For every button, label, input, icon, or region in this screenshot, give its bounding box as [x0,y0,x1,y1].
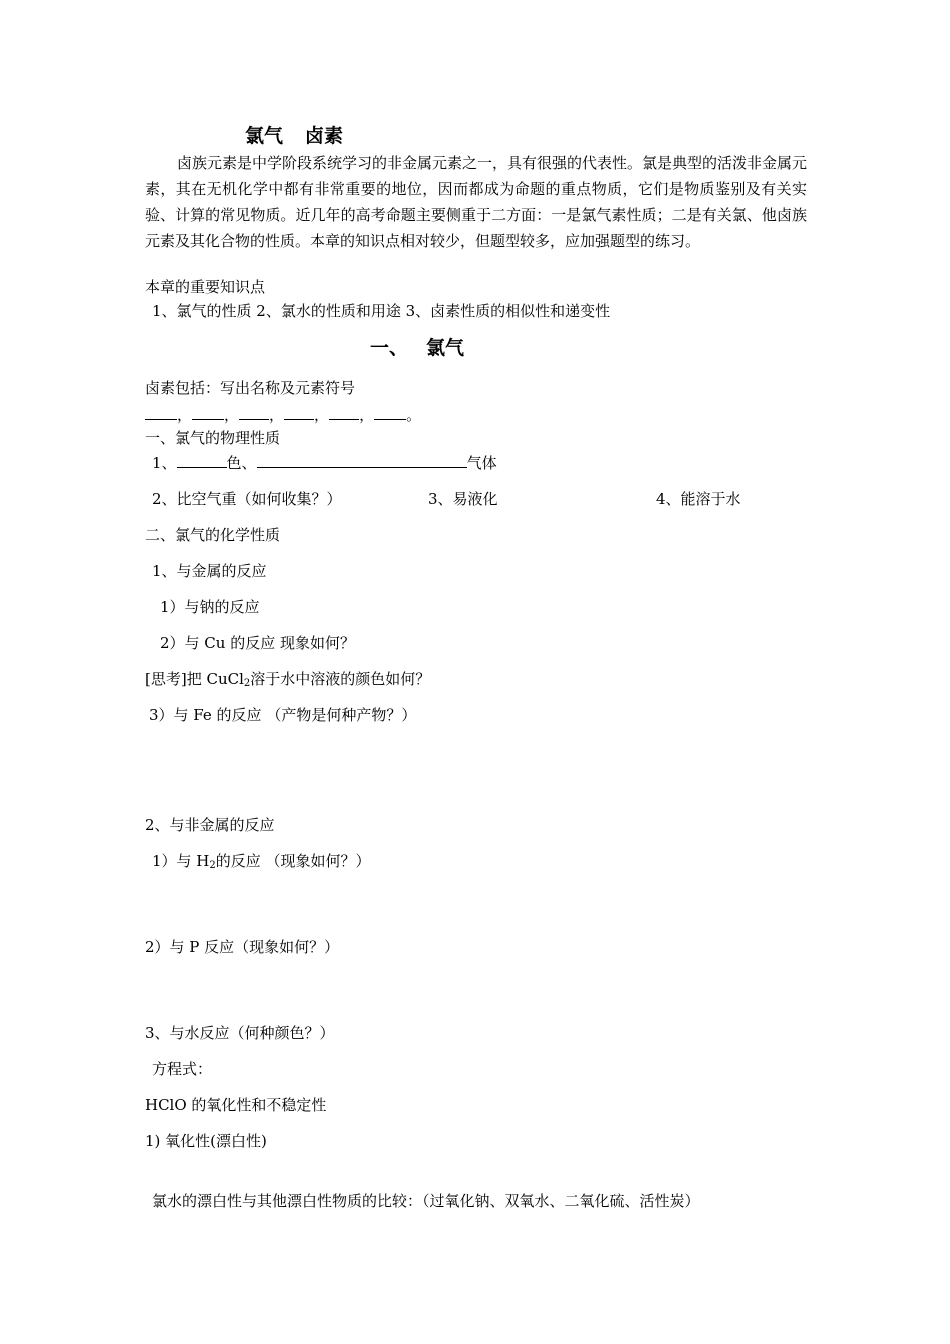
iron-reaction: 3）与 Fe 的反应 （产物是何种产物？） [149,706,417,724]
document-title [245,126,343,146]
halogen-blanks-row [145,405,421,425]
think-question [145,669,430,689]
key-points-list: 1、氯气的性质 2、氯水的性质和用途 3、卤素性质的相似性和递变性 [152,302,611,320]
section-heading [370,338,464,358]
chemical-properties-heading: 二、氯气的化学性质 [145,526,281,544]
answer-blank[interactable] [329,405,359,420]
think-text: [思考]把 CuCl [145,670,244,688]
copper-reaction: 2）与 Cu 的反应 现象如何？ [160,634,355,652]
answer-blank[interactable] [239,405,269,420]
oxidizing-property: 1) 氧化性(漂白性) [145,1132,267,1150]
key-points-heading: 本章的重要知识点 [145,278,266,296]
item-number: 1、 [152,454,177,472]
item-text: 色、 [226,454,257,472]
blank-separator: ， [359,406,375,424]
item-text: 气体 [466,454,497,472]
subscript: 2 [209,860,216,871]
blank-separator: ， [269,406,285,424]
odor-blank[interactable] [257,453,467,468]
think-text: 溶于水中溶液的颜色如何？ [250,670,431,688]
intro-paragraph: 卤族元素是中学阶段系统学习的非金属元素之一，具有很强的代表性。氯是典型的活泼非金属元素，其在无机化学中都有非常重要的地位，因而都成为命题的重点物质，它们是物质鉴别及有关实验、计算的常见物质。近几年的高考命题主要侧重于二方面：一是氯气素性质；二是有关氯、他卤族元素及其化合物的性质。本章的知识点相对较少，但题型较多，应加强题型的练习。 [145,154,808,250]
metal-reaction-heading: 1、与金属的反应 [152,562,267,580]
blank-separator: ， [177,406,193,424]
subscript: 2 [243,678,251,689]
answer-blank[interactable] [145,405,177,420]
sodium-reaction: 1）与钠的反应 [160,598,260,616]
physical-item-1 [152,453,497,473]
answer-blank[interactable] [374,405,406,420]
color-blank[interactable] [177,453,227,468]
physical-item-3: 3、易液化 [428,490,498,508]
title-part-chlorine: 氯气 [245,125,284,147]
title-part-halogen: 卤素 [305,125,344,147]
physical-item-2: 2、比空气重（如何收集？） [152,490,342,508]
reaction-text: 的反应 （现象如何？） [215,852,371,870]
hclo-heading: HClO 的氧化性和不稳定性 [145,1096,327,1114]
phosphorus-reaction: 2）与 P 反应（现象如何？） [145,938,340,956]
water-reaction-heading: 3、与水反应（何种颜色？） [145,1024,335,1042]
blank-end: 。 [406,406,422,424]
physical-item-4: 4、能溶于水 [656,490,741,508]
reaction-text: 1）与 H [152,852,210,870]
answer-blank[interactable] [192,405,224,420]
section-name: 氯气 [426,337,465,359]
hydrogen-reaction [152,851,371,871]
answer-blank[interactable] [284,405,314,420]
section-number: 一、 [370,337,409,359]
bleaching-comparison: 氯水的漂白性与其他漂白性物质的比较：（过氧化钠、双氧水、二氧化硫、活性炭） [152,1192,700,1210]
halogen-prompt: 卤素包括：写出名称及元素符号 [145,379,356,397]
equation-label: 方程式： [152,1060,213,1078]
blank-separator: ， [314,406,330,424]
nonmetal-reaction-heading: 2、与非金属的反应 [145,816,275,834]
physical-properties-heading: 一、氯气的物理性质 [145,429,281,447]
blank-separator: ， [224,406,240,424]
